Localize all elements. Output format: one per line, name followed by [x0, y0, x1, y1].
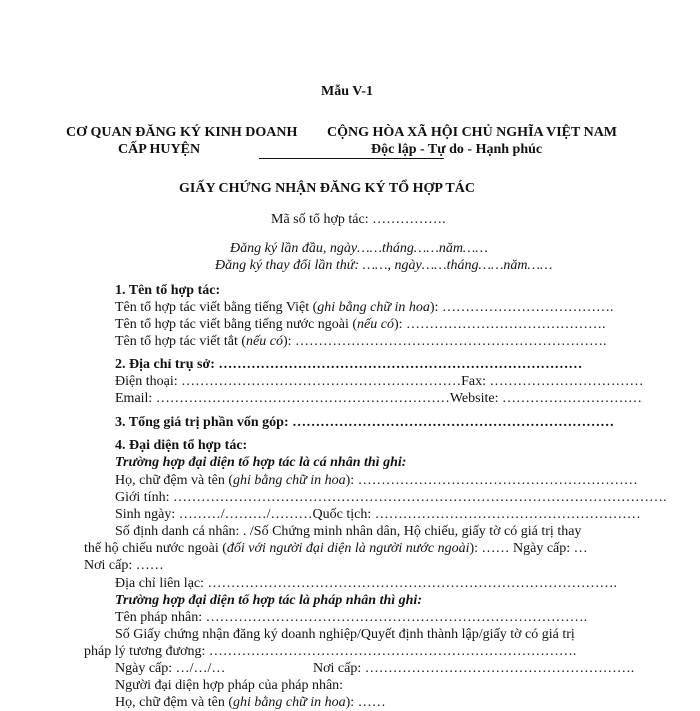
motto-underline: [259, 158, 444, 159]
agency-name-line2: CẤP HUYỆN: [118, 142, 201, 157]
field-label: Tên tổ hợp tác viết bằng tiếng Việt (: [115, 300, 318, 315]
field-label: Tên tổ hợp tác viết bằng tiếng nước ngoài (: [115, 317, 358, 332]
certificate-number-line1: Số Giấy chứng nhận đăng ký doanh nghiệp/Quyết định thành lập/giấy tờ có giá trị: [115, 627, 575, 642]
field-hint: nếu có: [246, 334, 283, 349]
field-label: Họ, chữ đệm và tên (: [115, 473, 233, 488]
field-blank: ): ……………………………….: [429, 300, 614, 315]
national-motto: Độc lập - Tự do - Hạnh phúc: [371, 142, 543, 157]
email-website-field: Email: ………………………………………………………Website: …………………………: [115, 391, 642, 406]
field-blank: ): …………………………………….: [393, 317, 606, 332]
field-hint: đối với người đại diện là người nước ngoài: [226, 541, 470, 556]
contact-address-field: Địa chỉ liên lạc: …………………………………………………………………………….: [115, 576, 618, 591]
cooperative-code: Mã số tổ hợp tác: …………….: [271, 212, 446, 227]
field-hint: ghi bằng chữ in hoa: [317, 300, 430, 315]
field-blank: ): ……………………………………………………: [345, 473, 638, 488]
agency-name-line1: CƠ QUAN ĐĂNG KÝ KINH DOANH: [66, 125, 298, 140]
field-blank: ): ………………………………………………………….: [282, 334, 607, 349]
phone-fax-field: Điện thoại: ……………………………………………………Fax: ……………………………: [115, 374, 644, 389]
dob-nationality-field: Sinh ngày: ………/………/………Quốc tịch: …………………………………………………: [115, 507, 641, 522]
certificate-issue-place: Nơi cấp: ………………………………………………….: [313, 661, 635, 676]
certificate-number-line2: pháp lý tương đương: …………………………………………………………………….: [84, 644, 577, 659]
id-number-line2: [84, 540, 588, 557]
gender-field: Giới tính: …………………………………………………………………………………………….: [115, 490, 667, 505]
section-2-heading: 2. Địa chỉ trụ sở: ……………………………………………………………………: [115, 357, 583, 372]
vietnamese-name-field: [115, 299, 613, 316]
section-4-heading: 4. Đại diện tổ hợp tác:: [115, 438, 248, 453]
field-label: Họ, chữ đệm và tên (: [115, 695, 233, 710]
certificate-issue-date: Ngày cấp: …/…/…: [115, 661, 226, 676]
legal-representative-heading: Người đại diện hợp pháp của pháp nhân:: [115, 678, 344, 693]
document-title: GIẤY CHỨNG NHẬN ĐĂNG KÝ TỔ HỢP TÁC: [179, 181, 475, 196]
national-title: CỘNG HÒA XÃ HỘI CHỦ NGHĨA VIỆT NAM: [327, 125, 618, 140]
representative-name-field: [115, 472, 638, 489]
foreign-name-field: [115, 316, 606, 333]
legal-entity-name-field: Tên pháp nhân: ……………………………………………………………………….: [115, 610, 588, 625]
change-registration-date: Đăng ký thay đổi lần thứ: ……, ngày……tháng……năm……: [215, 258, 553, 273]
id-number-line1: Số định danh cá nhân: . /Số Chứng minh nhân dân, Hộ chiếu, giấy tờ có giá trị thay: [115, 524, 582, 539]
individual-case-heading: Trường hợp đại diện tổ hợp tác là cá nhân thì ghi:: [115, 455, 407, 470]
short-name-field: [115, 333, 607, 350]
field-label: thế hộ chiếu nước ngoài (: [84, 541, 227, 556]
section-1-heading: 1. Tên tổ hợp tác:: [115, 283, 221, 298]
field-hint: ghi bằng chữ in hoa: [233, 473, 346, 488]
form-code: Mẫu V-1: [321, 84, 373, 99]
id-issue-place: Nơi cấp: ……: [84, 558, 164, 573]
section-3-heading: 3. Tổng giá trị phần vốn góp: ……………………………………………………………: [115, 415, 615, 430]
field-label: Tên tổ hợp tác viết tắt (: [115, 334, 247, 349]
field-hint: nếu có: [357, 317, 394, 332]
legal-entity-case-heading: Trường hợp đại diện tổ hợp tác là pháp nhân thì ghi:: [115, 593, 422, 608]
field-hint: ghi bằng chữ in hoa: [233, 695, 346, 710]
field-blank: ): ……: [345, 695, 386, 710]
first-registration-date: Đăng ký lần đầu, ngày……tháng……năm……: [230, 241, 488, 256]
legal-representative-name-field: [115, 694, 386, 711]
field-blank: ): …… Ngày cấp: …: [469, 541, 588, 556]
